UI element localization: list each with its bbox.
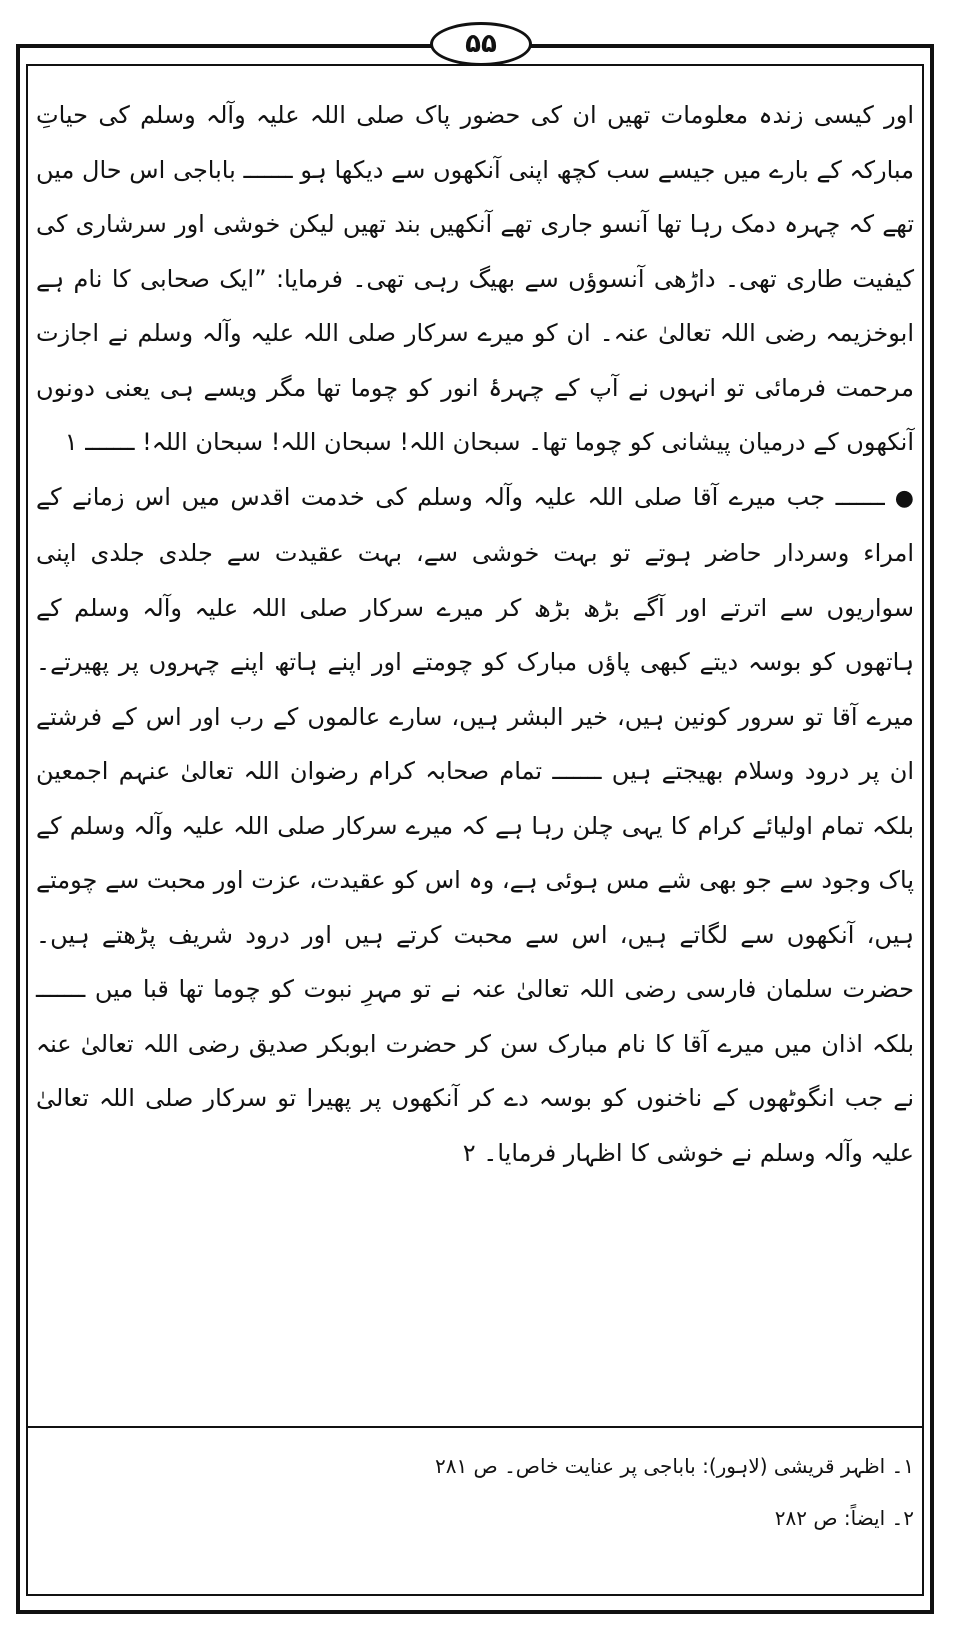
paragraph-2-text: ـــــــ جب میرے آقا صلی اللہ علیہ وآلہ وسلم کی خدمت اقدس میں اس زمانے کے امراء وسردار حاضر ہوتے تو بہت خوشی سے، بہت عقیدت سے جلدی جلدی اپنی سواریوں سے اترتے اور آگے بڑھ بڑھ کر میرے سرکار صلی اللہ علیہ وآلہ وسلم کے ہاتھوں کو بوسہ دیتے کبھی پاؤں مبارک کو چومتے اور اپنے ہاتھ اپنے چہروں پر پھیرتے۔ میرے آقا تو سرور کونین ہیں، خیر البشر ہیں، سارے عالموں کے رب اور اس کے فرشتے ان پر درود وسلام بھیجتے ہیں ـــــــ تمام صحابہ کرام رضوان اللہ تعالیٰ عنہم اجمعین بلکہ تمام اولیائے کرام کا یہی چلن رہا ہے کہ میرے سرکار صلی اللہ علیہ وآلہ وسلم کے پاک وجود سے جو بھی شے مس ہوئی ہے، وہ اس کو عقیدت، عزت اور محبت سے چومتے ہیں، آنکھوں سے لگاتے ہیں، اس سے محبت کرتے ہیں اور درود شریف پڑھتے ہیں۔ حضرت سلمان فارسی رضی اللہ تعالیٰ عنہ نے تو مہرِ نبوت کو چوما تھا قبا میں ـــــــ بلکہ اذان میں میرے آقا کا نام مبارک سن کر حضرت ابوبکر صدیق رضی اللہ تعالیٰ عنہ نے جب انگوٹھوں کے ناخنوں کو بوسہ دے کر آنکھوں پر پھیرا تو سرکار صلی اللہ تعالیٰ علیہ وآلہ وسلم نے خوشی کا اظہار فرمایا۔ ۲	[36, 482, 914, 1167]
paragraph-2	[36, 470, 914, 1181]
footnote-1: ۱۔ اظہر قریشی (لاہور): باباجی پر عنایت خاص۔ ص ۲۸۱	[434, 1454, 914, 1478]
footnotes	[36, 1440, 914, 1544]
paragraph-1: اور کیسی زندہ معلومات تھیں ان کی حضور پاک صلی اللہ علیہ وآلہ وسلم کی حیاتِ مبارکہ کے بارے میں جیسے سب کچھ اپنی آنکھوں سے دیکھا ہو ـــــــ باباجی اس حال میں تھے کہ چہرہ دمک رہا تھا آنسو جاری تھے آنکھیں بند تھیں لیکن خوشی اور سرشاری کی کیفیت طاری تھی۔ داڑھی آنسوؤں سے بھیگ رہی تھی۔ فرمایا: ”ایک صحابی کا نام ہے ابوخزیمہ رضی اللہ تعالیٰ عنہ۔ ان کو میرے سرکار صلی اللہ علیہ وآلہ وسلم نے اجازت مرحمت فرمائی تو انہوں نے آپ کے چہرۂ انور کو چوما تھا مگر ویسے ہی یعنی دونوں آنکھوں کے درمیان پیشانی کو چوما تھا۔ سبحان اللہ! سبحان اللہ! سبحان اللہ! ـــــــ ۱	[36, 101, 914, 456]
page-number: ۵۵	[430, 22, 532, 66]
bullet-icon: ●	[894, 485, 914, 511]
footnote-2: ۲۔ ایضاً: ص ۲۸۲	[774, 1506, 914, 1530]
main-text	[36, 88, 914, 1180]
footnote-divider	[26, 1426, 924, 1428]
